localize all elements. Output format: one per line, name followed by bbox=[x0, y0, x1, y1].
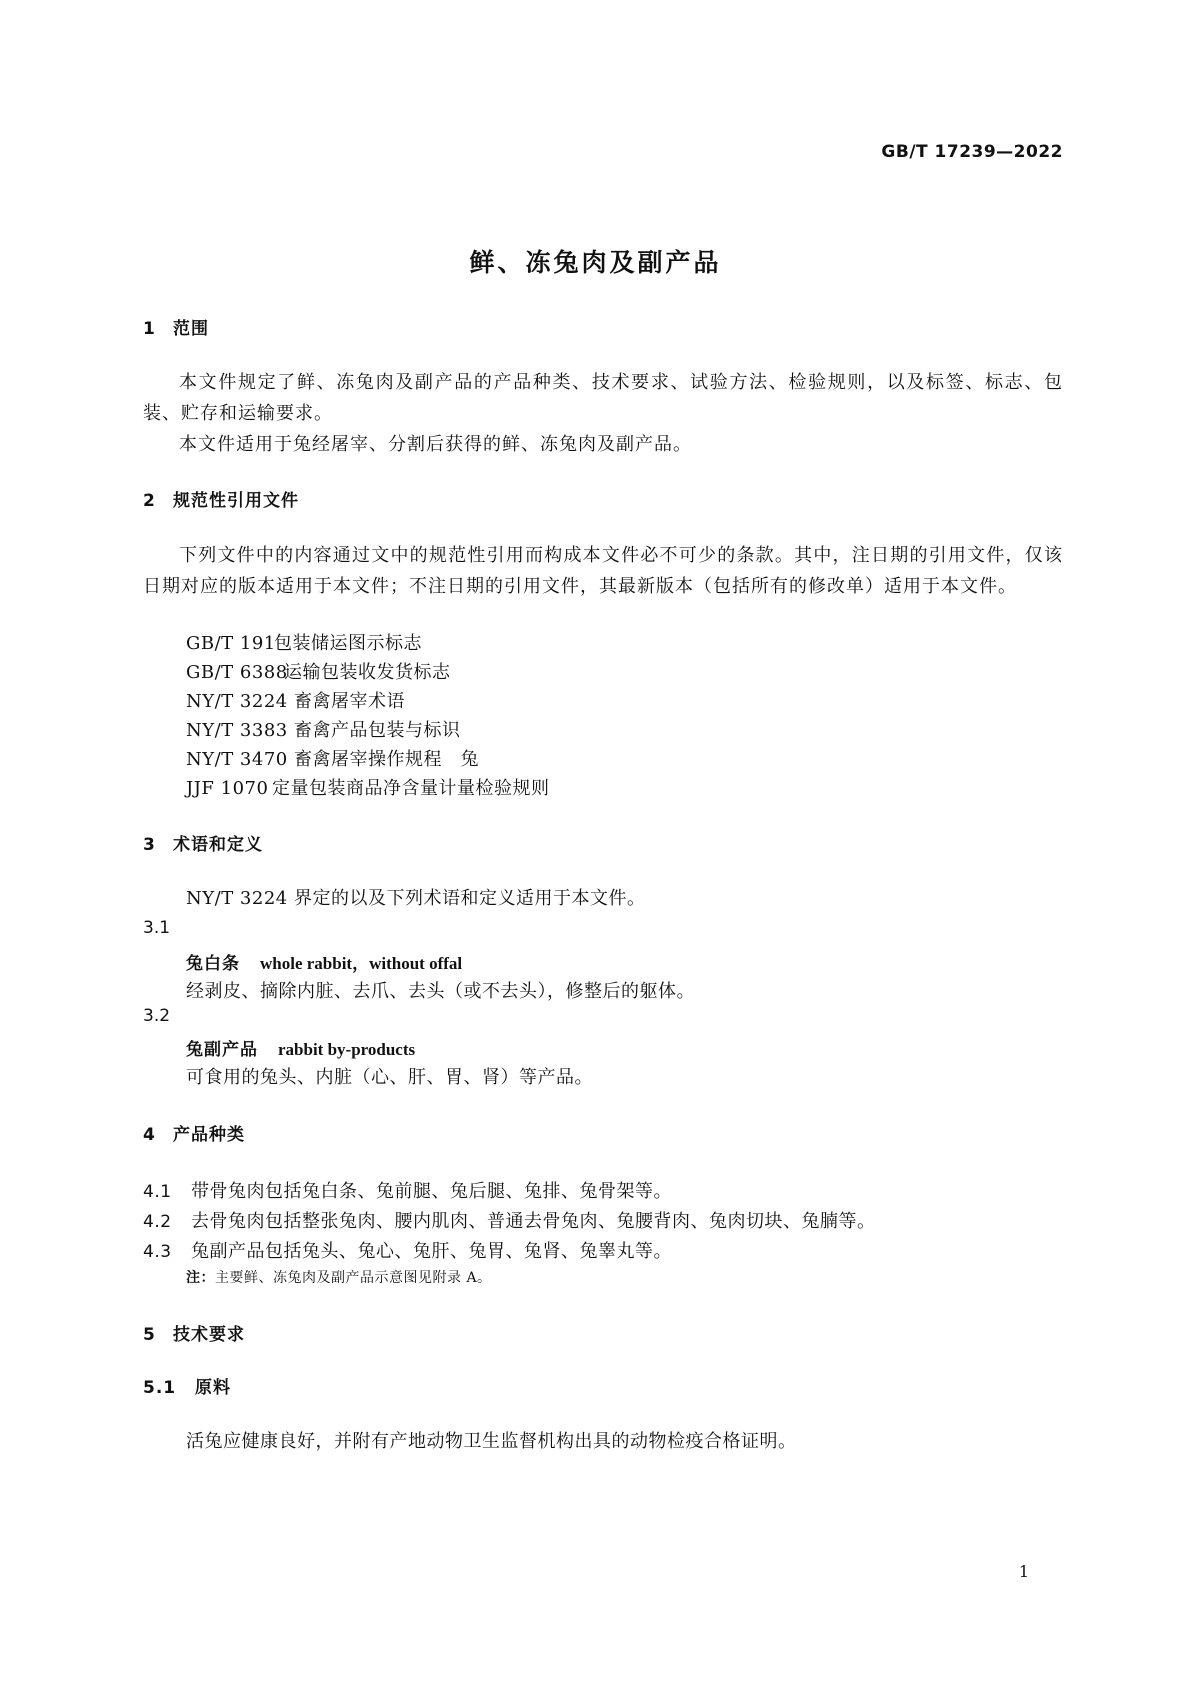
section-title: 术语和定义 bbox=[173, 835, 263, 855]
term-chinese: 兔白条 bbox=[186, 954, 240, 974]
standard-code: GB/T 17239—2022 bbox=[881, 142, 1063, 162]
subsection-title: 原料 bbox=[195, 1378, 231, 1398]
section-number: 2 bbox=[143, 491, 156, 511]
note bbox=[186, 1267, 492, 1287]
section-number: 5 bbox=[143, 1325, 156, 1345]
reference-title: 定量包装商品净含量计量检验规则 bbox=[272, 778, 550, 799]
reference-title: 畜禽产品包装与标识 bbox=[294, 720, 461, 741]
reference-title: 运输包装收发货标志 bbox=[284, 662, 451, 683]
paragraph: 本文件规定了鲜、冻兔肉及副产品的产品种类、技术要求、试验方法、检验规则，以及标签、标志、包装、贮存和运输要求。 bbox=[143, 372, 1063, 424]
section-title: 规范性引用文件 bbox=[173, 491, 299, 511]
reference-code: NY/T 3383 bbox=[186, 720, 288, 741]
item-text: 兔副产品包括兔头、兔心、兔肝、兔胃、兔肾、兔睾丸等。 bbox=[191, 1241, 672, 1262]
reference-item bbox=[186, 745, 479, 771]
section-number: 4 bbox=[143, 1125, 156, 1145]
term-english: rabbit by-products bbox=[278, 1040, 416, 1059]
term-heading bbox=[186, 1035, 415, 1060]
term-number: 3.2 bbox=[143, 1006, 171, 1026]
reference-item bbox=[186, 629, 422, 655]
list-item bbox=[143, 1237, 672, 1263]
term-english: whole rabbit，without offal bbox=[260, 954, 463, 973]
page-number: 1 bbox=[1018, 1562, 1029, 1581]
reference-title: 包装储运图示标志 bbox=[274, 633, 422, 654]
term-chinese: 兔副产品 bbox=[186, 1040, 258, 1060]
reference-title: 畜禽屠宰操作规程 兔 bbox=[294, 749, 479, 770]
reference-code: JJF 1070 bbox=[186, 778, 269, 799]
term-heading bbox=[186, 949, 462, 974]
reference-item bbox=[186, 687, 405, 713]
note-label: 注： bbox=[186, 1270, 215, 1286]
item-number: 4.1 bbox=[143, 1182, 172, 1202]
reference-code: NY/T 3224 bbox=[186, 691, 288, 712]
item-text: 带骨兔肉包括兔白条、兔前腿、兔后腿、兔排、兔骨架等。 bbox=[191, 1181, 672, 1202]
item-text: 去骨兔肉包括整张兔肉、腰内肌肉、普通去骨兔肉、兔腰背肉、兔肉切块、兔腩等。 bbox=[191, 1211, 876, 1232]
term-definition: 经剥皮、摘除内脏、去爪、去头（或不去头），修整后的躯体。 bbox=[186, 981, 695, 1002]
list-item bbox=[143, 1177, 672, 1203]
reference-code: NY/T 3470 bbox=[186, 749, 288, 770]
subsection-number: 5.1 bbox=[143, 1378, 177, 1398]
section-3-intro: NY/T 3224 界定的以及下列术语和定义适用于本文件。 bbox=[186, 888, 646, 909]
section-2-heading bbox=[143, 486, 299, 511]
section-title: 范围 bbox=[173, 319, 209, 339]
section-title: 技术要求 bbox=[173, 1325, 245, 1345]
note-text: 主要鲜、冻兔肉及副产品示意图见附录 A。 bbox=[215, 1270, 492, 1286]
document-title: 鲜、冻兔肉及副产品 bbox=[469, 248, 722, 277]
section-number: 1 bbox=[143, 319, 156, 339]
reference-item bbox=[186, 716, 461, 742]
list-item bbox=[143, 1207, 876, 1233]
section-4-heading bbox=[143, 1120, 245, 1145]
section-title: 产品种类 bbox=[173, 1125, 245, 1145]
section-3-heading bbox=[143, 830, 263, 855]
paragraph: 本文件适用于兔经屠宰、分割后获得的鲜、冻兔肉及副产品。 bbox=[179, 434, 692, 455]
section-2-intro bbox=[143, 540, 1063, 602]
section-number: 3 bbox=[143, 835, 156, 855]
reference-code: GB/T 6388 bbox=[186, 662, 288, 683]
reference-code: GB/T 191 bbox=[186, 633, 276, 654]
paragraph: 下列文件中的内容通过文中的规范性引用而构成本文件必不可少的条款。其中，注日期的引用文件，仅该日期对应的版本适用于本文件；不注日期的引用文件，其最新版本（包括所有的修改单）适用于本文件。 bbox=[143, 545, 1063, 597]
item-number: 4.3 bbox=[143, 1242, 172, 1262]
term-number: 3.1 bbox=[143, 918, 171, 938]
subsection-5-1-heading bbox=[143, 1373, 231, 1398]
reference-item bbox=[186, 774, 550, 800]
section-5-heading bbox=[143, 1320, 245, 1345]
reference-title: 畜禽屠宰术语 bbox=[294, 691, 405, 712]
section-1-body bbox=[143, 367, 1063, 460]
section-1-heading bbox=[143, 314, 209, 339]
subsection-5-1-text: 活兔应健康良好，并附有产地动物卫生监督机构出具的动物检疫合格证明。 bbox=[186, 1431, 797, 1452]
term-definition: 可食用的兔头、内脏（心、肝、胃、肾）等产品。 bbox=[186, 1067, 593, 1088]
item-number: 4.2 bbox=[143, 1212, 172, 1232]
reference-item bbox=[186, 658, 451, 684]
